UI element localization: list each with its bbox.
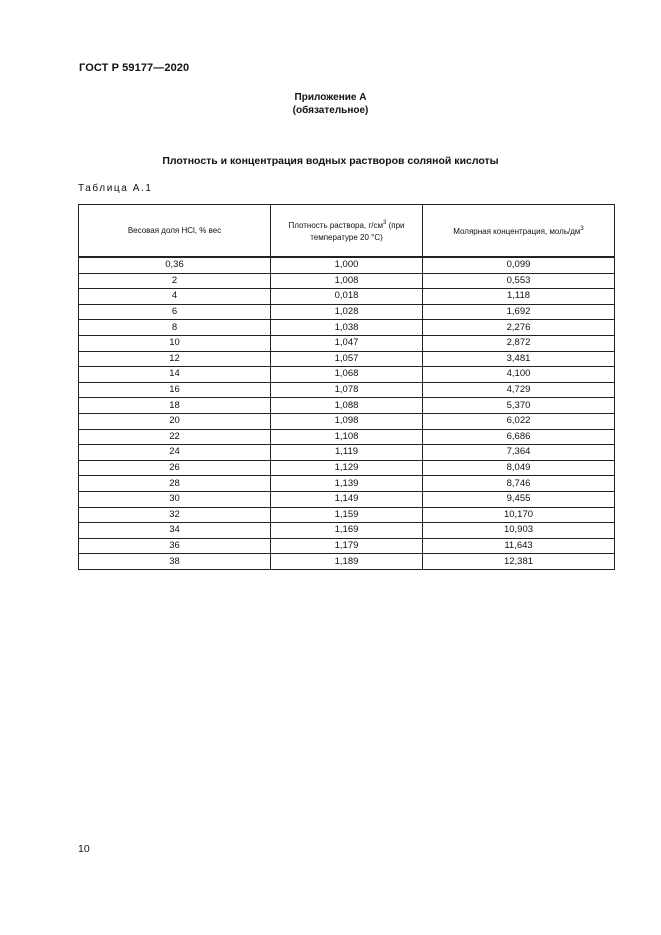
table-row (79, 429, 615, 445)
page-number: 10 (78, 843, 90, 855)
table-row (79, 413, 615, 429)
appendix-title: Приложение А (294, 92, 367, 103)
cell-molarity: 1,118 (423, 289, 615, 305)
hcl-density-table (78, 204, 615, 570)
cell-molarity: 5,370 (423, 398, 615, 414)
cell-density: 1,169 (271, 523, 423, 539)
table-row (79, 367, 615, 383)
cell-molarity: 2,276 (423, 320, 615, 336)
table-row (79, 304, 615, 320)
cell-weight-fraction: 30 (79, 491, 271, 507)
appendix-status: (обязательное) (292, 105, 369, 116)
cell-molarity: 1,692 (423, 304, 615, 320)
table-row (79, 491, 615, 507)
table-row (79, 460, 615, 476)
cell-weight-fraction: 8 (79, 320, 271, 336)
cell-weight-fraction: 10 (79, 335, 271, 351)
cell-density: 1,068 (271, 367, 423, 383)
cell-density: 1,038 (271, 320, 423, 336)
cell-density: 1,008 (271, 273, 423, 289)
cell-weight-fraction: 36 (79, 538, 271, 554)
table-row (79, 507, 615, 523)
document-code: ГОСТ Р 59177—2020 (79, 62, 190, 74)
cell-molarity: 8,049 (423, 460, 615, 476)
cell-density: 1,159 (271, 507, 423, 523)
cell-weight-fraction: 26 (79, 460, 271, 476)
cell-density: 1,000 (271, 257, 423, 273)
cell-density: 1,078 (271, 382, 423, 398)
section-title: Плотность и концентрация водных растворов соляной кислоты (162, 155, 499, 167)
cell-weight-fraction: 20 (79, 413, 271, 429)
table-row (79, 289, 615, 305)
table-row (79, 335, 615, 351)
table-caption: Таблица А.1 (78, 183, 153, 194)
cell-weight-fraction: 12 (79, 351, 271, 367)
header-density: Плотность раствора, $г/см^3$ (при температуре 20 °С) (271, 205, 423, 258)
cell-weight-fraction: 4 (79, 289, 271, 305)
appendix-heading (0, 91, 661, 117)
cell-weight-fraction: 18 (79, 398, 271, 414)
cell-weight-fraction: 14 (79, 367, 271, 383)
cell-density: 1,088 (271, 398, 423, 414)
table-row (79, 398, 615, 414)
header-weight-fraction: Весовая доля HCl, % вес (79, 205, 271, 258)
cell-molarity: 10,903 (423, 523, 615, 539)
table-row (79, 273, 615, 289)
cell-density: 1,119 (271, 445, 423, 461)
cell-weight-fraction: 24 (79, 445, 271, 461)
cell-density: 1,057 (271, 351, 423, 367)
cell-density: 1,189 (271, 554, 423, 570)
cell-molarity: 10,170 (423, 507, 615, 523)
table-row (79, 382, 615, 398)
cell-density: 1,179 (271, 538, 423, 554)
table-row (79, 554, 615, 570)
cell-density: 1,108 (271, 429, 423, 445)
cell-molarity: 2,872 (423, 335, 615, 351)
cell-density: 1,047 (271, 335, 423, 351)
table-row (79, 351, 615, 367)
cell-molarity: 9,455 (423, 491, 615, 507)
header-molar-concentration: Молярная концентрация, моль/$дм^3$ (423, 205, 615, 258)
cell-weight-fraction: 32 (79, 507, 271, 523)
cell-molarity: 12,381 (423, 554, 615, 570)
table-row (79, 320, 615, 336)
table-row (79, 445, 615, 461)
table-header-row (79, 205, 615, 258)
cell-density: 1,098 (271, 413, 423, 429)
cell-weight-fraction: 38 (79, 554, 271, 570)
cell-molarity: 4,100 (423, 367, 615, 383)
table-row (79, 476, 615, 492)
cell-density: 0,018 (271, 289, 423, 305)
cell-density: 1,149 (271, 491, 423, 507)
table-row (79, 538, 615, 554)
cell-weight-fraction: 34 (79, 523, 271, 539)
cell-molarity: 8,746 (423, 476, 615, 492)
cell-molarity: 7,364 (423, 445, 615, 461)
cell-molarity: 0,099 (423, 257, 615, 273)
cell-molarity: 3,481 (423, 351, 615, 367)
cell-density: 1,129 (271, 460, 423, 476)
cell-weight-fraction: 2 (79, 273, 271, 289)
cell-weight-fraction: 22 (79, 429, 271, 445)
table-row (79, 257, 615, 273)
cell-weight-fraction: 6 (79, 304, 271, 320)
table-row (79, 523, 615, 539)
cell-molarity: 6,686 (423, 429, 615, 445)
cell-molarity: 4,729 (423, 382, 615, 398)
cell-density: 1,028 (271, 304, 423, 320)
cell-molarity: 6,022 (423, 413, 615, 429)
cell-density: 1,139 (271, 476, 423, 492)
cell-weight-fraction: 16 (79, 382, 271, 398)
cell-molarity: 11,643 (423, 538, 615, 554)
cell-molarity: 0,553 (423, 273, 615, 289)
cell-weight-fraction: 0,36 (79, 257, 271, 273)
cell-weight-fraction: 28 (79, 476, 271, 492)
